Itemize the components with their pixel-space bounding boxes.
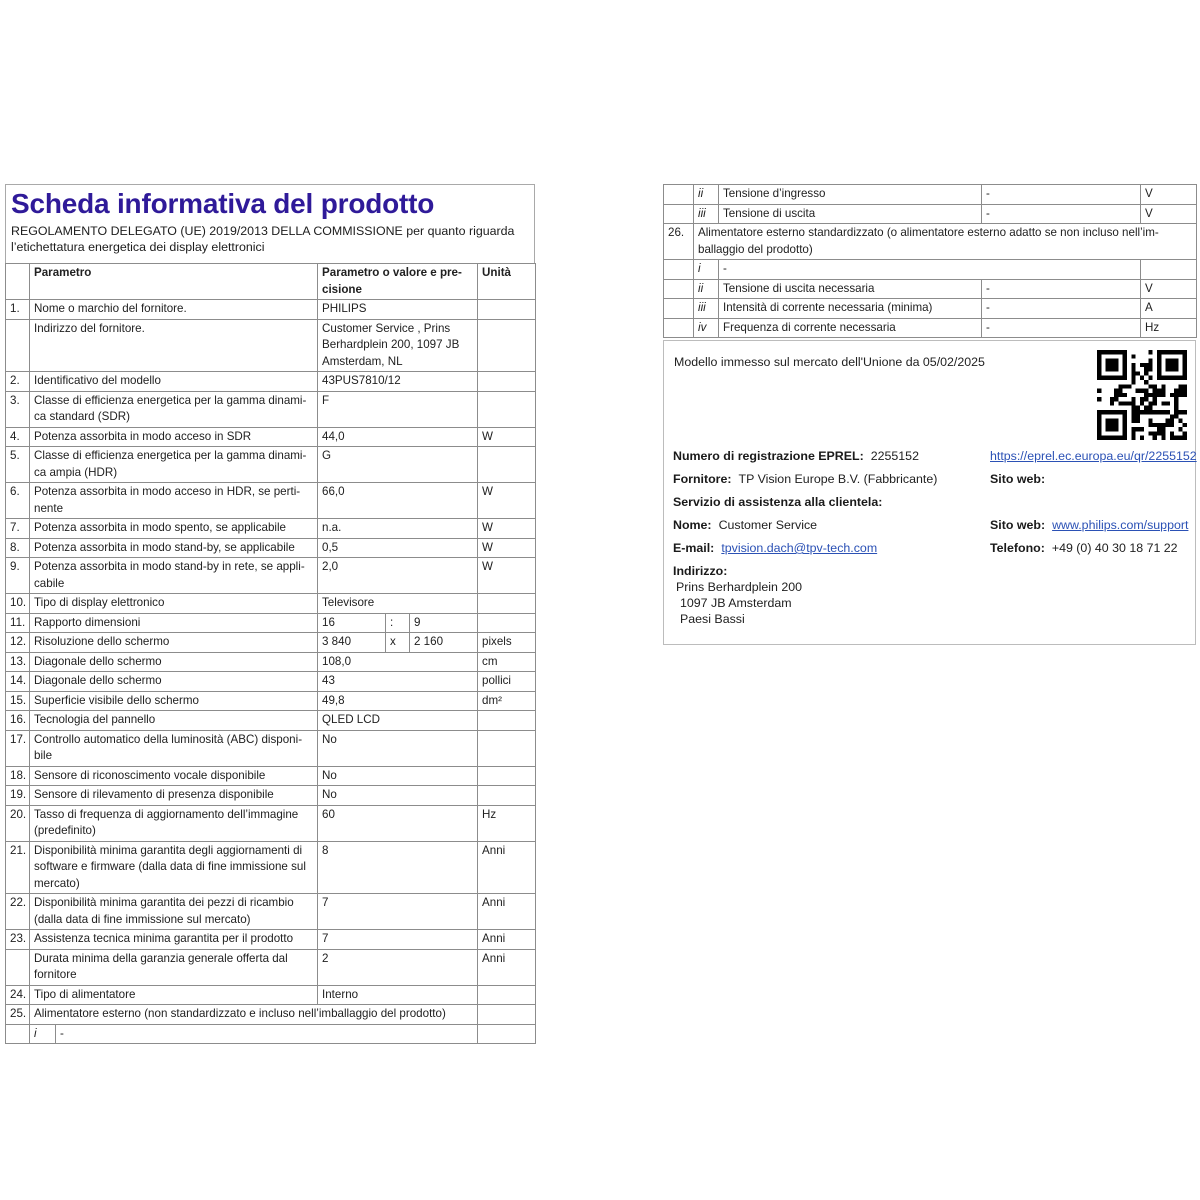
- table-row: [6, 319, 536, 372]
- param-label-cell: Potenza assorbita in modo spento, se applicabile: [30, 519, 318, 539]
- row-number-cell: 10.: [6, 594, 30, 614]
- value-cell: 2,0: [318, 558, 478, 594]
- row-number-cell: [664, 299, 694, 319]
- email-link[interactable]: tpvision.dach@tpv-tech.com: [721, 541, 878, 555]
- table-row: [664, 185, 1197, 205]
- supplier-row-right: [990, 471, 1197, 487]
- table-row: [6, 427, 536, 447]
- value-separator-cell: x: [386, 633, 410, 653]
- param-label-cell: Disponibilità minima garantita degli aggiornamenti di software e firmware (dalla data di fine immissione sul mercato): [30, 841, 318, 894]
- value-cell: 44,0: [318, 427, 478, 447]
- unit-cell: dm²: [478, 691, 536, 711]
- row-number-cell: 20.: [6, 805, 30, 841]
- left-panel: [5, 184, 535, 1044]
- value-cell: 60: [318, 805, 478, 841]
- row-number-cell: [6, 949, 30, 985]
- table-row: [6, 483, 536, 519]
- row-number-cell: 24.: [6, 985, 30, 1005]
- param-label-cell: Assistenza tecnica minima garantita per il prodotto: [30, 930, 318, 950]
- value-cell: QLED LCD: [318, 711, 478, 731]
- table-row: [6, 672, 536, 692]
- unit-cell: W: [478, 483, 536, 519]
- title-area: [5, 184, 535, 263]
- param-label-cell: Disponibilità minima garantita dei pezzi di ricambio (dalla data di fine immissione sul mercato): [30, 894, 318, 930]
- table-row: [6, 519, 536, 539]
- unit-cell: [478, 766, 536, 786]
- header-parametro: Parametro: [30, 264, 318, 300]
- table-row: [664, 299, 1197, 319]
- phone-value: +49 (0) 40 30 18 71 22: [1051, 541, 1178, 555]
- value-cell: 9: [410, 613, 478, 633]
- param-label-cell: Tipo di alimentatore: [30, 985, 318, 1005]
- table-row: [6, 841, 536, 894]
- eprel-label: Numero di registrazione EPREL:: [673, 449, 864, 463]
- value-cell: -: [982, 204, 1141, 224]
- table-row: [6, 391, 536, 427]
- row-number-cell: 22.: [6, 894, 30, 930]
- phone-label: Telefono:: [990, 541, 1045, 555]
- sub-index-cell: iii: [694, 204, 719, 224]
- row-number-cell: 11.: [6, 613, 30, 633]
- value-cell: 2: [318, 949, 478, 985]
- service-heading: Servizio di assistenza alla clientela:: [673, 495, 883, 509]
- sub-index-cell: iii: [694, 299, 719, 319]
- unit-cell: pixels: [478, 633, 536, 653]
- name-row-left: [673, 517, 986, 533]
- qr-code: [1097, 350, 1187, 440]
- table-row: [6, 300, 536, 320]
- header-unita: Unità: [478, 264, 536, 300]
- value-cell: -: [56, 1024, 478, 1044]
- unit-cell: [478, 372, 536, 392]
- table-row: [6, 1005, 536, 1025]
- table-row: [6, 711, 536, 731]
- unit-cell: [478, 594, 536, 614]
- eprel-number: 2255152: [870, 449, 919, 463]
- value-cell: -: [719, 260, 1141, 280]
- header-valore: Parametro o valore e precisione: [318, 264, 478, 300]
- table-row: [6, 558, 536, 594]
- unit-cell: [478, 300, 536, 320]
- header-empty-cell: [6, 264, 30, 300]
- value-cell: 66,0: [318, 483, 478, 519]
- row-number-cell: 6.: [6, 483, 30, 519]
- info-box-header: [673, 350, 1187, 440]
- table-row: [6, 691, 536, 711]
- row-number-cell: 26.: [664, 224, 694, 260]
- unit-cell: Anni: [478, 841, 536, 894]
- page-subtitle: REGOLAMENTO DELEGATO (UE) 2019/2013 DELLA COMMISSIONE per quanto riguarda l’etichettatura energetica dei display elettronici: [11, 224, 515, 254]
- row-number-cell: 14.: [6, 672, 30, 692]
- param-label-cell: Tensione d’ingresso: [719, 185, 982, 205]
- table-row: [6, 985, 536, 1005]
- sub-index-cell: i: [694, 260, 719, 280]
- unit-cell: [478, 319, 536, 372]
- param-label-cell: Sensore di rilevamento di presenza disponibile: [30, 786, 318, 806]
- table-row: [664, 204, 1197, 224]
- email-row-left: [673, 540, 986, 556]
- value-cell: PHILIPS: [318, 300, 478, 320]
- supplier-label: Fornitore:: [673, 472, 732, 486]
- value-cell: Customer Service , Prins Berhardplein 200, 1097 JB Amsterdam, NL: [318, 319, 478, 372]
- param-label-cell: Classe di efficienza energetica per la gamma dinamica standard (SDR): [30, 391, 318, 427]
- param-span-cell: Alimentatore esterno (non standardizzato e incluso nell’imballaggio del prodotto): [30, 1005, 478, 1025]
- unit-cell: W: [478, 558, 536, 594]
- param-label-cell: Tipo di display elettronico: [30, 594, 318, 614]
- table-row: [6, 894, 536, 930]
- market-date-line: Modello immesso sul mercato dell'Unione da 05/02/2025: [674, 355, 985, 369]
- unit-cell: [478, 447, 536, 483]
- website-label: Sito web:: [990, 472, 1046, 486]
- sub-index-cell: iv: [694, 318, 719, 338]
- value-cell: -: [982, 185, 1141, 205]
- row-number-cell: [664, 204, 694, 224]
- param-label-cell: Superficie visibile dello schermo: [30, 691, 318, 711]
- value-cell: 2 160: [410, 633, 478, 653]
- row-number-cell: 21.: [6, 841, 30, 894]
- table-row: [664, 260, 1197, 280]
- value-cell: Interno: [318, 985, 478, 1005]
- eprel-row-left: [673, 448, 986, 464]
- unit-cell: W: [478, 427, 536, 447]
- unit-cell: cm: [478, 652, 536, 672]
- value-cell: 8: [318, 841, 478, 894]
- unit-cell: pollici: [478, 672, 536, 692]
- sub-index-cell: i: [30, 1024, 56, 1044]
- value-cell: 16: [318, 613, 386, 633]
- website2-label: Sito web:: [990, 518, 1046, 532]
- param-label-cell: Potenza assorbita in modo acceso in SDR: [30, 427, 318, 447]
- value-cell: 49,8: [318, 691, 478, 711]
- param-span-cell: Alimentatore esterno standardizzato (o alimentatore esterno adatto se non incluso nell’imballaggio del prodotto): [694, 224, 1197, 260]
- parameters-table-right: [663, 184, 1197, 338]
- row-number-cell: 15.: [6, 691, 30, 711]
- row-number-cell: [664, 279, 694, 299]
- table-row: [6, 786, 536, 806]
- supplier-value: TP Vision Europe B.V. (Fabbricante): [738, 472, 938, 486]
- row-number-cell: 12.: [6, 633, 30, 653]
- table-row: [6, 652, 536, 672]
- address-line: Prins Berhardplein 200: [676, 580, 803, 594]
- page-title: Scheda informativa del prodotto: [11, 188, 435, 219]
- sub-index-cell: ii: [694, 185, 719, 205]
- unit-cell: W: [478, 519, 536, 539]
- value-cell: No: [318, 766, 478, 786]
- row-number-cell: 17.: [6, 730, 30, 766]
- unit-cell: [478, 613, 536, 633]
- row-number-cell: [6, 1024, 30, 1044]
- address-block: [673, 563, 1197, 627]
- table-row: [6, 805, 536, 841]
- value-cell: 43: [318, 672, 478, 692]
- address-label: Indirizzo:: [673, 564, 728, 578]
- param-label-cell: Classe di efficienza energetica per la gamma dinamica ampia (HDR): [30, 447, 318, 483]
- param-label-cell: Indirizzo del fornitore.: [30, 319, 318, 372]
- table-row: [6, 372, 536, 392]
- param-label-cell: Intensità di corrente necessaria (minima): [719, 299, 982, 319]
- row-number-cell: 16.: [6, 711, 30, 731]
- row-number-cell: 5.: [6, 447, 30, 483]
- unit-cell: Anni: [478, 894, 536, 930]
- name-label: Nome:: [673, 518, 712, 532]
- value-cell: F: [318, 391, 478, 427]
- unit-cell: [1141, 260, 1197, 280]
- value-cell: -: [982, 279, 1141, 299]
- unit-cell: Anni: [478, 949, 536, 985]
- parameters-table-left: [5, 263, 536, 1044]
- email-row-right: [990, 540, 1197, 556]
- param-label-cell: Sensore di riconoscimento vocale disponibile: [30, 766, 318, 786]
- param-label-cell: Tecnologia del pannello: [30, 711, 318, 731]
- param-label-cell: Potenza assorbita in modo stand-by in rete, se applicabile: [30, 558, 318, 594]
- table-row: [664, 224, 1197, 260]
- unit-cell: [478, 711, 536, 731]
- table-row: [6, 613, 536, 633]
- eprel-link[interactable]: https://eprel.ec.europa.eu/qr/2255152: [990, 449, 1197, 463]
- row-number-cell: 13.: [6, 652, 30, 672]
- table-row: [6, 538, 536, 558]
- address-line: 1097 JB Amsterdam: [680, 596, 792, 610]
- param-label-cell: Rapporto dimensioni: [30, 613, 318, 633]
- philips-support-link[interactable]: www.philips.com/support: [1052, 518, 1189, 532]
- row-number-cell: 23.: [6, 930, 30, 950]
- table-row: [6, 447, 536, 483]
- param-label-cell: Durata minima della garanzia generale offerta dal fornitore: [30, 949, 318, 985]
- param-label-cell: Diagonale dello schermo: [30, 672, 318, 692]
- unit-cell: V: [1141, 204, 1197, 224]
- unit-cell: Anni: [478, 930, 536, 950]
- table-row: [6, 1024, 536, 1044]
- unit-cell: V: [1141, 185, 1197, 205]
- row-number-cell: 1.: [6, 300, 30, 320]
- row-number-cell: 19.: [6, 786, 30, 806]
- row-number-cell: [664, 260, 694, 280]
- row-number-cell: 3.: [6, 391, 30, 427]
- row-number-cell: 18.: [6, 766, 30, 786]
- table-header-row: [6, 264, 536, 300]
- name-row-right: [990, 517, 1197, 533]
- table-row: [6, 949, 536, 985]
- value-cell: No: [318, 730, 478, 766]
- value-cell: No: [318, 786, 478, 806]
- table-row: [6, 766, 536, 786]
- param-label-cell: Potenza assorbita in modo stand-by, se applicabile: [30, 538, 318, 558]
- row-number-cell: 2.: [6, 372, 30, 392]
- unit-cell: [478, 391, 536, 427]
- param-label-cell: Tensione di uscita: [719, 204, 982, 224]
- sub-index-cell: ii: [694, 279, 719, 299]
- row-number-cell: [664, 318, 694, 338]
- unit-cell: [478, 1024, 536, 1044]
- row-number-cell: 8.: [6, 538, 30, 558]
- value-cell: 7: [318, 930, 478, 950]
- unit-cell: [478, 730, 536, 766]
- value-cell: n.a.: [318, 519, 478, 539]
- value-cell: 3 840: [318, 633, 386, 653]
- info-grid: [673, 448, 1197, 627]
- unit-cell: V: [1141, 279, 1197, 299]
- param-label-cell: Identificativo del modello: [30, 372, 318, 392]
- value-cell: -: [982, 318, 1141, 338]
- unit-cell: W: [478, 538, 536, 558]
- value-cell: 0,5: [318, 538, 478, 558]
- unit-cell: Hz: [1141, 318, 1197, 338]
- param-label-cell: Diagonale dello schermo: [30, 652, 318, 672]
- supplier-row-left: [673, 471, 986, 487]
- row-number-cell: [664, 185, 694, 205]
- param-label-cell: Frequenza di corrente necessaria: [719, 318, 982, 338]
- table-row: [6, 594, 536, 614]
- row-number-cell: 25.: [6, 1005, 30, 1025]
- row-number-cell: [6, 319, 30, 372]
- param-label-cell: Controllo automatico della luminosità (ABC) disponibile: [30, 730, 318, 766]
- table-row: [6, 930, 536, 950]
- table-row: [6, 730, 536, 766]
- row-number-cell: 4.: [6, 427, 30, 447]
- value-separator-cell: :: [386, 613, 410, 633]
- value-cell: G: [318, 447, 478, 483]
- table-row: [6, 633, 536, 653]
- param-label-cell: Nome o marchio del fornitore.: [30, 300, 318, 320]
- unit-cell: [478, 1005, 536, 1025]
- address-line: Paesi Bassi: [680, 612, 745, 626]
- unit-cell: [478, 786, 536, 806]
- param-label-cell: Tensione di uscita necessaria: [719, 279, 982, 299]
- eprel-row-right: [990, 448, 1197, 464]
- table-row: [664, 318, 1197, 338]
- market-info-box: [663, 340, 1196, 645]
- value-cell: 108,0: [318, 652, 478, 672]
- value-cell: -: [982, 299, 1141, 319]
- name-value: Customer Service: [718, 518, 818, 532]
- value-cell: Televisore: [318, 594, 478, 614]
- param-label-cell: Risoluzione dello schermo: [30, 633, 318, 653]
- email-label: E-mail:: [673, 541, 715, 555]
- param-label-cell: Tasso di frequenza di aggiornamento dell’immagine (predefinito): [30, 805, 318, 841]
- value-cell: 43PUS7810/12: [318, 372, 478, 392]
- value-cell: 7: [318, 894, 478, 930]
- table-row: [664, 279, 1197, 299]
- unit-cell: A: [1141, 299, 1197, 319]
- param-label-cell: Potenza assorbita in modo acceso in HDR, se pertinente: [30, 483, 318, 519]
- unit-cell: [478, 985, 536, 1005]
- unit-cell: Hz: [478, 805, 536, 841]
- row-number-cell: 7.: [6, 519, 30, 539]
- row-number-cell: 9.: [6, 558, 30, 594]
